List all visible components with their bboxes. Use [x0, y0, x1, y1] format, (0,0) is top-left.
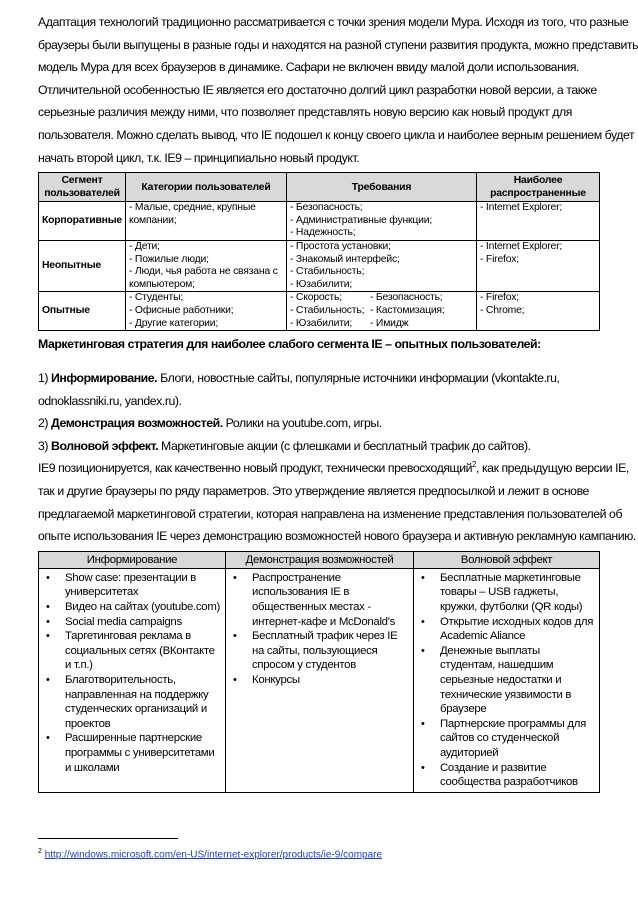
header-informing: Информирование: [39, 551, 226, 568]
list-item: • Видео на сайтах (youtube.com): [43, 600, 221, 615]
cell-line: - Юзабилити;: [289, 317, 353, 329]
popular-cell: [476, 240, 599, 291]
cell-line: - Малые, средние, крупные: [128, 202, 256, 214]
header-requirements: Требования: [286, 173, 476, 202]
cell-line: - Безопасность;: [369, 292, 443, 304]
list-item: • Благотворительность, направленная на поддержку студенческих организаций и проектов: [43, 673, 221, 731]
cell-line: - Дети;: [128, 240, 160, 252]
cell-line: - Офисные работники;: [128, 304, 234, 316]
cell-line: - Firefox;: [479, 292, 519, 304]
requirements-cell: [286, 202, 476, 241]
strategy-text: [38, 367, 636, 548]
list-item: • Social media campaigns: [43, 615, 221, 630]
informing-cell: [39, 568, 226, 792]
table-row: [39, 568, 600, 792]
cell-line: - Стабильность;: [289, 266, 365, 278]
cell-line: - Internet Explorer;: [479, 240, 563, 252]
footnote-link[interactable]: http://windows.microsoft.com/en-US/internet-explorer/products/ie-9/compare: [44, 849, 383, 861]
categories-cell: [125, 202, 286, 241]
cell-line: - Студенты;: [128, 292, 184, 304]
list-item: • Конкурсы: [230, 673, 409, 688]
bullet-list: [230, 571, 409, 688]
positioning-line: предлагаемой маркетинговой стратегии, которая направлена на изменение представления пользователей об: [38, 506, 623, 521]
step-title: Информирование.: [51, 371, 158, 386]
req-pair: [290, 318, 473, 331]
step-title: Демонстрация возможностей.: [51, 416, 223, 431]
step-1-continued: odnoklassniki.ru, yandex.ru).: [38, 393, 182, 408]
step-title: Волновой эффект.: [51, 438, 159, 453]
header-segment: Сегмент пользователей: [39, 173, 126, 202]
demonstration-cell: [226, 568, 414, 792]
categories-cell: [125, 240, 286, 291]
cell-line: - Стабильность;: [289, 304, 365, 316]
positioning-text: IE9 позиционируется, как качественно новый продукт, технически превосходящий: [38, 461, 473, 476]
popular-cell: [476, 292, 599, 331]
requirements-cell: [286, 292, 476, 331]
cell-line: - Другие категории;: [128, 317, 219, 329]
intro-line: серьезные различия между ними, что позволяет представлять новую версию как новый продукт для: [38, 105, 572, 120]
list-item: • Открытие исходных кодов для Academic Aliance: [418, 615, 595, 644]
segment-experienced: Опытные: [39, 292, 126, 331]
step-text: Ролики на youtube.com, игры.: [222, 416, 382, 431]
cell-line: - Chrome;: [479, 304, 525, 316]
list-item: • Бесплатные маркетинговые товары – USB гаджеты, кружки, футболки (QR коды): [418, 571, 595, 615]
cell-line: - Имидж: [369, 317, 409, 329]
popular-cell: [476, 202, 599, 241]
req-pair: [290, 305, 473, 318]
cell-line: компании;: [128, 214, 177, 226]
step-text: Блоги, новостные сайты, популярные источники информации (vkontakte.ru,: [157, 371, 560, 386]
requirements-cell: [286, 240, 476, 291]
cell-line: компьютером;: [128, 278, 195, 290]
bullet-list: [418, 571, 595, 790]
document-page: [38, 0, 638, 861]
intro-line: браузеры были выпущены в разные годы и находятся на разной ступени развития продукта, можно представить: [38, 37, 638, 52]
segment-novice: Неопытные: [39, 240, 126, 291]
list-item: • Создание и развитие сообщества разработчиков: [418, 761, 595, 790]
header-demonstration: Демонстрация возможностей: [226, 551, 414, 568]
list-item: • Партнерские программы для сайтов со студенческой аудиторией: [418, 717, 595, 761]
table-row: [39, 240, 600, 291]
strategy-table: [38, 551, 600, 793]
cell-line: - Безопасность;: [289, 202, 363, 214]
cell-line: - Знакомый интерфейс;: [289, 253, 400, 265]
list-item: • Денежные выплаты студентам, нашедшим серьезные недостатки и технические уязвимости в браузере: [418, 644, 595, 717]
table-row: [39, 292, 600, 331]
list-item: • Бесплатный трафик через IE на сайты, пользующиеся спросом у студентов: [230, 629, 409, 673]
intro-line: Адаптация технологий традиционно рассматривается с точки зрения модели Мура. Исходя из того, что разные: [38, 15, 629, 29]
intro-line: начать второй цикл, т.к. IE9 – принципиально новый продукт.: [38, 150, 360, 165]
req-pair: [290, 292, 473, 305]
table-row: [39, 202, 600, 241]
cell-line: - Пожилые люди;: [128, 253, 209, 265]
footnote-mark: 2: [38, 848, 42, 855]
cell-line: - Административные функции;: [289, 214, 433, 226]
strategy-table-header: [39, 551, 600, 568]
intro-line: пользователя. Можно сделать вывод, что IE подошел к концу своего цикла и наиболее верным решением будет: [38, 127, 635, 142]
header-categories: Категории пользователей: [125, 173, 286, 202]
cell-line: - Юзабилити;: [289, 278, 353, 290]
step-3: [38, 435, 600, 458]
segments-table: [38, 172, 600, 331]
step-number: 1): [38, 371, 52, 386]
cell-line: - Firefox;: [479, 253, 519, 265]
header-popular: Наиболее распространенные: [476, 173, 599, 202]
segment-corporate: Корпоративные: [39, 202, 126, 241]
cell-line: - Надежность;: [289, 227, 356, 239]
wave-effect-cell: [414, 568, 600, 792]
marketing-heading: Маркетинговая стратегия для наиболее слабого сегмента IE – опытных пользователей:: [38, 337, 541, 352]
list-item: • Расширенные партнерские программы с университетами и школами: [43, 731, 221, 775]
step-number: 2): [38, 416, 52, 431]
step-number: 3): [38, 438, 52, 453]
list-item: • Распространение использования IE в общественных местах - интернет-кафе и McDonald's: [230, 571, 409, 629]
positioning-text: , как предыдущую версии IE,: [476, 461, 629, 476]
cell-line: - Скорость;: [289, 292, 342, 304]
segments-table-header: [39, 173, 600, 202]
positioning-line: так и другие браузеры по ряду параметров. Это утверждение является предпосылкой и лежит в основе: [38, 484, 589, 499]
header-wave-effect: Волновой эффект: [414, 551, 600, 568]
cell-line: - Internet Explorer;: [479, 202, 563, 214]
footnote-reference[interactable]: 2: [472, 460, 477, 470]
positioning-line: [38, 457, 629, 480]
cell-line: - Простота установки;: [289, 240, 391, 252]
intro-line: Отличительной особенностью IE является его достаточно долгий цикл разработки новой версии, а также: [38, 82, 597, 97]
step-text: Маркетинговые акции (с флешками и бесплатный трафик до сайтов).: [158, 438, 531, 453]
step-1: [38, 367, 600, 390]
footnote-separator: [38, 838, 178, 839]
positioning-line: опыте использования IE через демонстрацию возможностей нового браузера и активную рекламную кампанию.: [38, 529, 636, 544]
intro-line: модель Мура для всех браузеров в динамике. Сафари не включен ввиду малой доли использования.: [38, 60, 580, 75]
list-item: • Таргетинговая реклама в социальных сетях (ВКонтакте и т.п.): [43, 629, 221, 673]
step-2: [38, 412, 600, 435]
cell-line: - Люди, чья работа не связана с: [128, 266, 278, 278]
intro-paragraph: [38, 0, 638, 169]
bullet-list: [43, 571, 221, 775]
categories-cell: [125, 292, 286, 331]
cell-line: - Кастомизация;: [369, 304, 445, 316]
footnote: [38, 848, 382, 860]
list-item: • Show case: презентации в университетах: [43, 571, 221, 600]
